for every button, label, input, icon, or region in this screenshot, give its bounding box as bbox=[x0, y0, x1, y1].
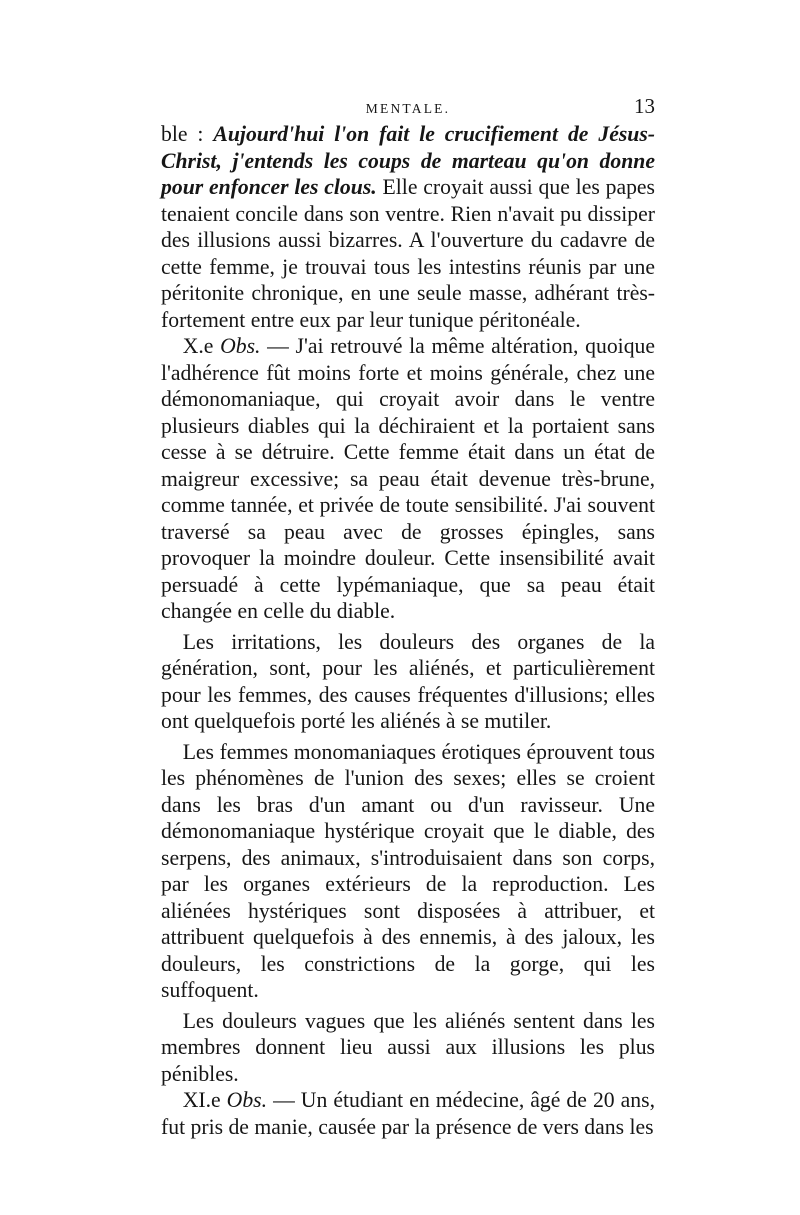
paragraph-text: Les douleurs vagues que les aliénés sentent dans les membres donnent lieu aussi aux illusions les plus pénibles. bbox=[161, 1008, 655, 1086]
page-number: 13 bbox=[634, 94, 655, 118]
paragraph bbox=[161, 629, 655, 735]
running-head: MENTALE. bbox=[365, 101, 451, 116]
paragraph bbox=[161, 1087, 655, 1140]
page-header bbox=[161, 94, 655, 120]
observation-label: Obs. bbox=[220, 334, 261, 358]
observation-number: XI.e bbox=[182, 1088, 221, 1112]
paragraph-text: Les irritations, les douleurs des organes de la génération, sont, pour les aliénés, et particulièrement pour les femmes, des causes fréquentes d'illusions; elles ont quelquefois porté les aliénés à se mutiler. bbox=[161, 629, 655, 733]
paragraph bbox=[161, 739, 655, 1004]
paragraph-text: ble : bbox=[161, 122, 214, 146]
paragraph-text: Elle croyait aussi que les papes tenaient concile dans son ventre. Rien n'avait pu dissiper des illusions aussi bizarres. A l'ouverture du cadavre de cette femme, je trouvai tous les intestins réunis par une péritonite chronique, en une seule masse, adhérant très-fortement entre eux par leur tunique péritonéale. bbox=[161, 175, 655, 332]
paragraph bbox=[161, 121, 655, 333]
paragraph bbox=[161, 1008, 655, 1088]
paragraph-text: — J'ai retrouvé la même altération, quoique l'adhérence fût moins forte et moins générale, chez une démonomaniaque, qui croyait avoir dans le ventre plusieurs diables qui la déchiraient et la portaient sans cesse à se détruire. Cette femme était dans un état de maigreur excessive; sa peau était devenue très-brune, comme tannée, et privée de toute sensibilité. J'ai souvent traversé sa peau avec de grosses épingles, sans provoquer la moindre douleur. Cette insensibilité avait persuadé à cette lypémaniaque, que sa peau était changée en celle du diable. bbox=[161, 334, 656, 623]
paragraph-text: Les femmes monomaniaques érotiques éprouvent tous les phénomènes de l'union des sexes; elles se croient dans les bras d'un amant ou d'un ravisseur. Une démonomaniaque hystérique croyait que le diable, des serpens, des animaux, s'introduisaient dans son corps, par les organes extérieurs de la reproduction. Les aliénées hystériques sont disposées à attribuer, et attribuent quelquefois à des ennemis, à des jaloux, les douleurs, les constrictions de la gorge, qui les suffoquent. bbox=[161, 739, 655, 1002]
paragraph-text: — Un étudiant en médecine, âgé de 20 ans, fut pris de manie, causée par la présence de vers dans les bbox=[161, 1088, 655, 1139]
page-body bbox=[161, 121, 655, 1140]
observation-number: X.e bbox=[182, 334, 214, 358]
observation-label: Obs. bbox=[226, 1088, 268, 1112]
italic-quotation: Aujourd'hui l'on fait le crucifiement de Jésus-Christ, j'entends les coups de marteau qu'on donne pour enfoncer les clous. bbox=[161, 122, 655, 199]
paragraph bbox=[161, 333, 655, 625]
